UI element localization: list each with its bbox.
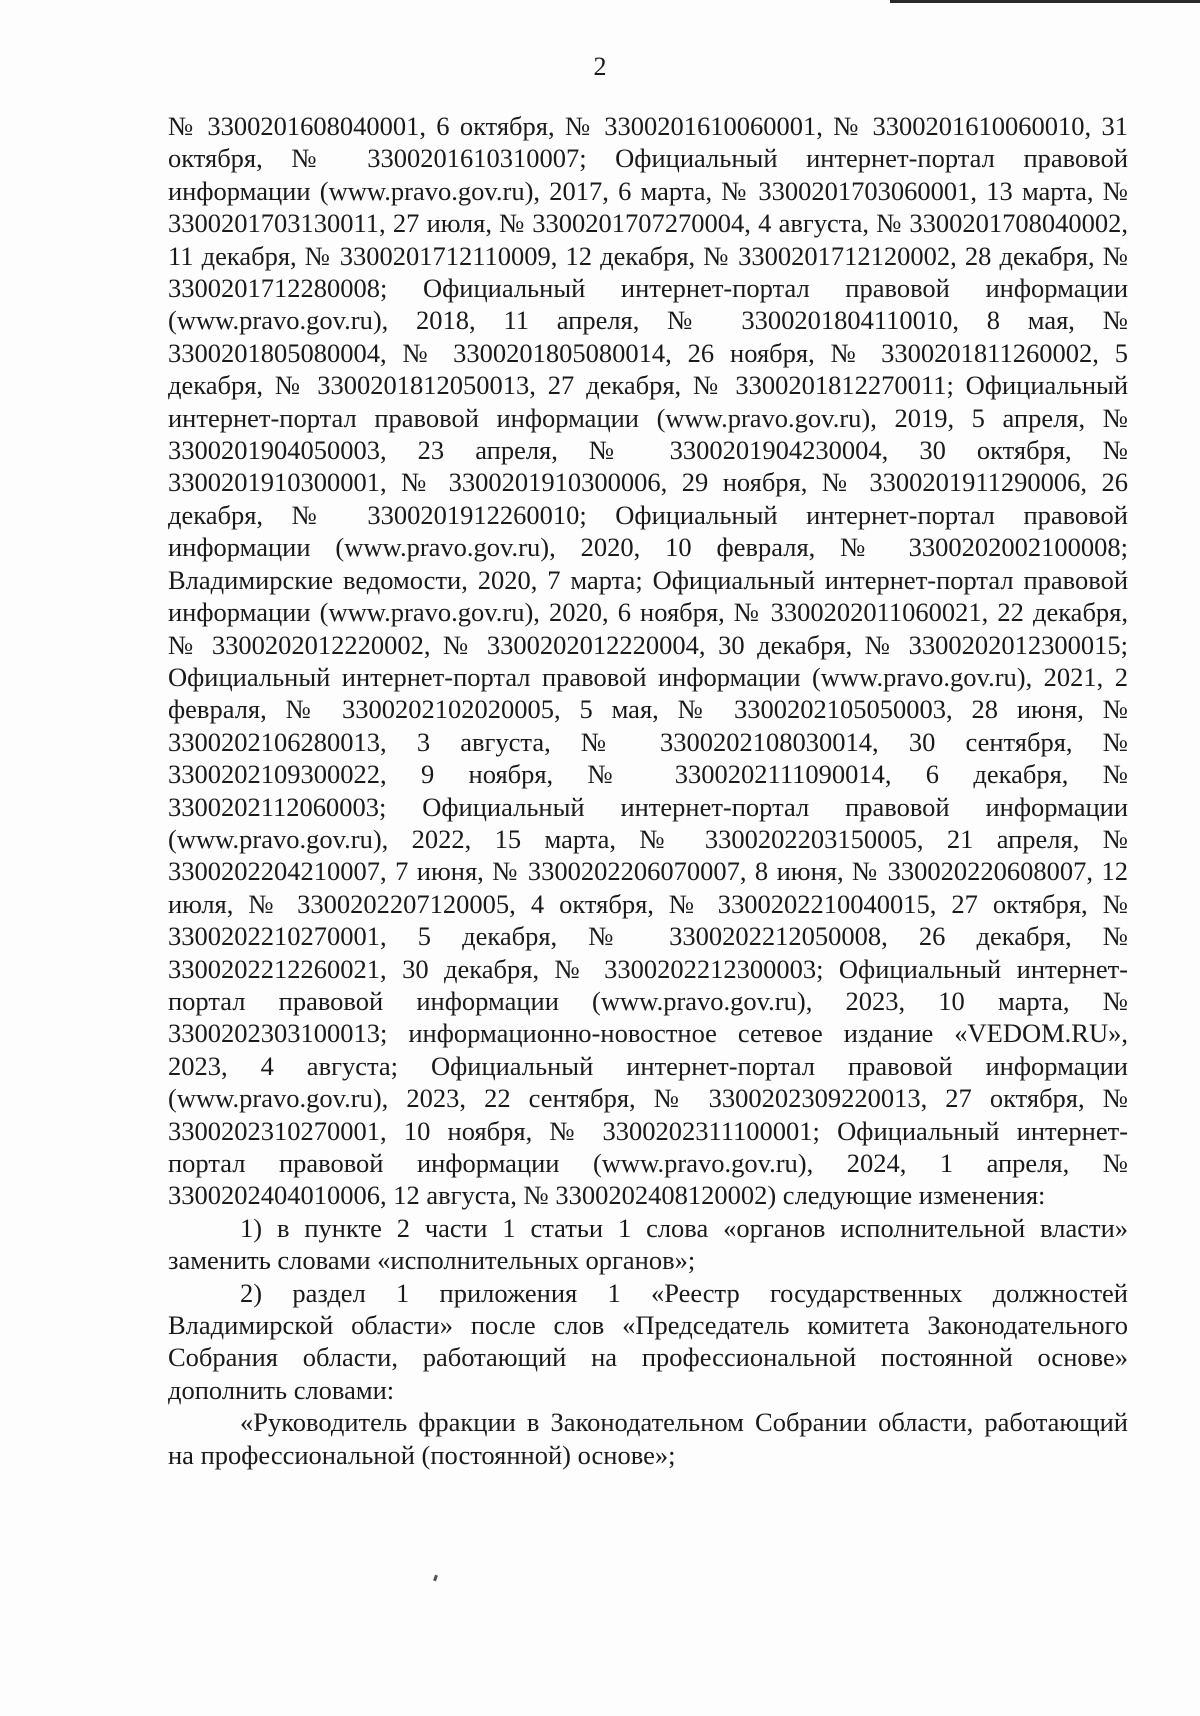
scan-edge-line <box>890 0 1200 3</box>
paragraph-quoted-addition: «Руководитель фракции в Законодательном Собрании области, работающий на профессиональной (постоянной) основе»; <box>168 1407 1128 1470</box>
scan-speck <box>433 1575 438 1582</box>
page-number: 2 <box>593 52 607 81</box>
paragraph-item-1: 1) в пункте 2 части 1 статьи 1 слова «органов исполнительной власти» заменить словами «исполнительных органов»; <box>168 1212 1128 1276</box>
document-body <box>168 110 1128 1471</box>
paragraph-amendment-sources: № 3300201608040001, 6 октября, № 3300201610060001, № 3300201610060010, 31 октября, № 3300201610310007; Официальный интернет-портал правовой информации (www.pravo.gov.ru), 2017, 6 марта, № 3300201703060001, 13 марта, № 3300201703130011, 27 июля, № 3300201707270004, 4 августа, № 3300201708040002, 11 декабря, № 3300201712110009, 12 декабря, № 3300201712120002, 28 декабря, № 3300201712280008; Официальный интернет-портал правовой информации (www.pravo.gov.ru), 2018, 11 апреля, № 3300201804110010, 8 мая, № 3300201805080004, № 3300201805080014, 26 ноября, № 3300201811260002, 5 декабря, № 3300201812050013, 27 декабря, № 3300201812270011; Официальный интернет-портал правовой информации (www.pravo.gov.ru), 2019, 5 апреля, № 3300201904050003, 23 апреля, № 3300201904230004, 30 октября, № 3300201910300001, № 3300201910300006, 29 ноября, № 3300201911290006, 26 декабря, № 3300201912260010; Официальный интернет-портал правовой информации (www.pravo.gov.ru), 2020, 10 февраля, № 3300202002100008; Владимирские ведомости, 2020, 7 марта; Официальный интернет-портал правовой информации (www.pravo.gov.ru), 2020, 6 ноября, № 3300202011060021, 22 декабря, № 3300202012220002, № 3300202012220004, 30 декабря, № 3300202012300015; Официальный интернет-портал правовой информации (www.pravo.gov.ru), 2021, 2 февраля, № 3300202102020005, 5 мая, № 3300202105050003, 28 июня, № 3300202106280013, 3 августа, № 3300202108030014, 30 сентября, № 3300202109300022, 9 ноября, № 3300202111090014, 6 декабря, № 3300202112060003; Официальный интернет-портал правовой информации (www.pravo.gov.ru), 2022, 15 марта, № 3300202203150005, 21 апреля, № 3300202204210007, 7 июня, № 3300202206070007, 8 июня, № 330020220608007, 12 июля, № 3300202207120005, 4 октября, № 3300202210040015, 27 октября, № 3300202210270001, 5 декабря, № 3300202212050008, 26 декабря, № 3300202212260021, 30 декабря, № 3300202212300003; Официальный интернет-портал правовой информации (www.pravo.gov.ru), 2023, 10 марта, № 3300202303100013; информационно-новостное сетевое издание «VEDOM.RU», 2023, 4 августа; Официальный интернет-портал правовой информации (www.pravo.gov.ru), 2023, 22 сентября, № 3300202309220013, 27 октября, № 3300202310270001, 10 ноября, № 3300202311100001; Официальный интернет-портал правовой информации (www.pravo.gov.ru), 2024, 1 апреля, № 3300202404010006, 12 августа, № 3300202408120002) следующие изменения: <box>168 111 1128 1211</box>
paragraph-item-2: 2) раздел 1 приложения 1 «Реестр государственных должностей Владимирской области» после слов «Председатель комитета Законодательного Собрания области, работающий на профессиональной постоянной основе» дополнить словами: <box>168 1277 1128 1405</box>
